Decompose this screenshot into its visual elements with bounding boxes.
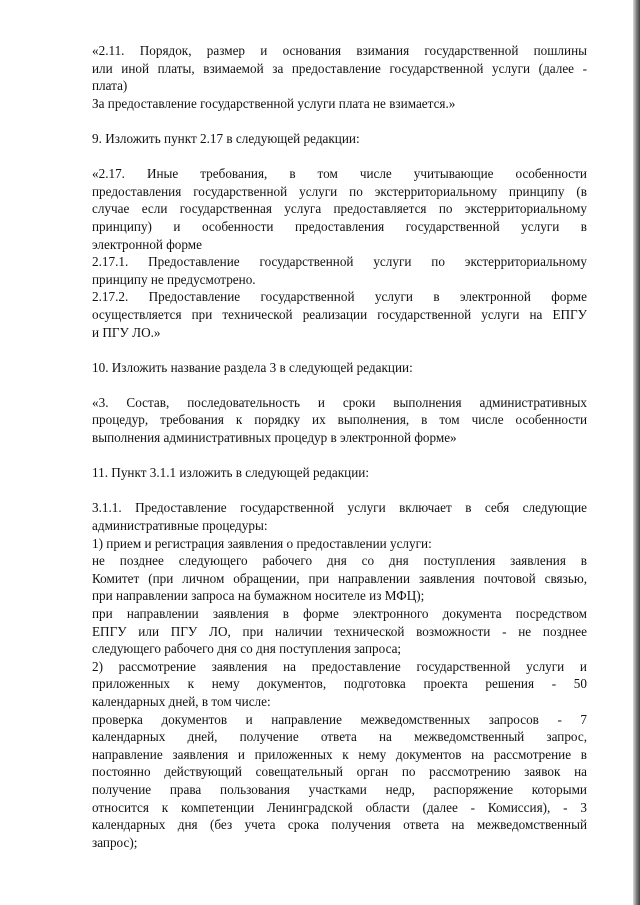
section-3-1-1-intro (62, 499, 587, 534)
doc-line: при направлении запроса на бумажном носителе из МФЦ); (92, 588, 425, 604)
section-3-title (62, 394, 587, 447)
step-1: 1) прием и регистрация заявления о предоставлении услуги: (92, 535, 432, 551)
doc-line: направление заявления и приложенных к нему документов на рассмотрение в (92, 746, 587, 762)
section-2-11 (62, 42, 587, 95)
doc-line: проверка документов и направление межведомственных запросов - 7 (92, 711, 587, 727)
doc-line: 2.17.2. Предоставление государственной услуги в электронной форме (92, 289, 587, 305)
doc-line: предоставления государственной услуги по экстерриториальному принципу (в (92, 183, 587, 199)
doc-line: и ПГУ ЛО.» (92, 324, 161, 340)
item-9-instruction: 9. Изложить пункт 2.17 в следующей редакции: (92, 130, 360, 146)
doc-line: электронной форме (92, 236, 202, 252)
doc-line: календарных дней, получение ответа на межведомственный запрос, (92, 729, 587, 745)
scan-edge-shadow (633, 0, 640, 905)
doc-line: принципу не предусмотрено. (92, 271, 256, 287)
doc-line: «2.11. Порядок, размер и основания взимания государственной пошлины (92, 43, 587, 58)
doc-line: следующего рабочего дня со дня поступления запроса; (92, 641, 402, 657)
fee-statement: За предоставление государственной услуги плата не взимается.» (92, 95, 456, 111)
doc-line: относится к компетенции Ленинградской области (далее - Комиссия), - 3 (92, 799, 587, 815)
document-page (62, 42, 587, 851)
item-11-instruction: 11. Пункт 3.1.1 изложить в следующей редакции: (92, 465, 370, 481)
item-10-instruction: 10. Изложить название раздела 3 в следующей редакции: (92, 359, 413, 375)
doc-line: при направлении заявления в форме электронного документа посредством (92, 606, 587, 621)
doc-line: запрос); (92, 834, 138, 850)
doc-line: процедур, требования к порядку их выполнения, в том числе особенности (92, 412, 587, 428)
doc-line: календарных дня (без учета срока получения ответа на межведомственный (92, 817, 587, 833)
doc-line: постоянно действующий совещательный орган по рассмотрению заявок на (92, 764, 587, 780)
doc-line: получение права пользования участками недр, распоряжение которыми (92, 781, 587, 797)
doc-line: выполнения административных процедур в электронной форме» (92, 430, 457, 446)
doc-line: административные процедуры: (92, 518, 268, 534)
doc-line: принципу) и особенности предоставления государственной услуги в (92, 218, 587, 234)
section-2-17 (62, 165, 587, 253)
doc-line: плата) (92, 78, 128, 94)
step-2 (62, 658, 587, 711)
section-2-17-1 (62, 253, 587, 288)
step-1-personal (62, 552, 587, 605)
doc-line: ЕПГУ или ПГУ ЛО, при наличии технической возможности - не позднее (92, 623, 587, 639)
doc-line: календарных дней, в том числе: (92, 693, 271, 709)
step-2-check (62, 711, 587, 852)
doc-line: приложенных к нему документов, подготовка проекта решения - 50 (92, 676, 587, 692)
doc-line: или иной платы, взимаемой за предоставление государственной услуги (далее - (92, 60, 587, 76)
doc-line: осуществляется при технической реализации государственной услуги на ЕПГУ (92, 306, 587, 322)
doc-line: «3. Состав, последовательность и сроки выполнения административных (92, 394, 587, 410)
section-2-17-2 (62, 288, 587, 341)
doc-line: 2.17.1. Предоставление государственной услуги по экстерриториальному (92, 254, 587, 270)
doc-line: 2) рассмотрение заявления на предоставление государственной услуги и (92, 658, 587, 674)
doc-line: Комитет (при личном обращении, при направлении заявления почтовой связью, (92, 570, 587, 586)
doc-line: не позднее следующего рабочего дня со дня поступления заявления в (92, 553, 587, 569)
step-1-electronic (62, 605, 587, 658)
doc-line: случае если государственная услуга предоставляется по экстерриториальному (92, 201, 587, 217)
doc-line: «2.17. Иные требования, в том числе учитывающие особенности (92, 166, 587, 182)
doc-line: 3.1.1. Предоставление государственной услуги включает в себя следующие (92, 500, 587, 516)
